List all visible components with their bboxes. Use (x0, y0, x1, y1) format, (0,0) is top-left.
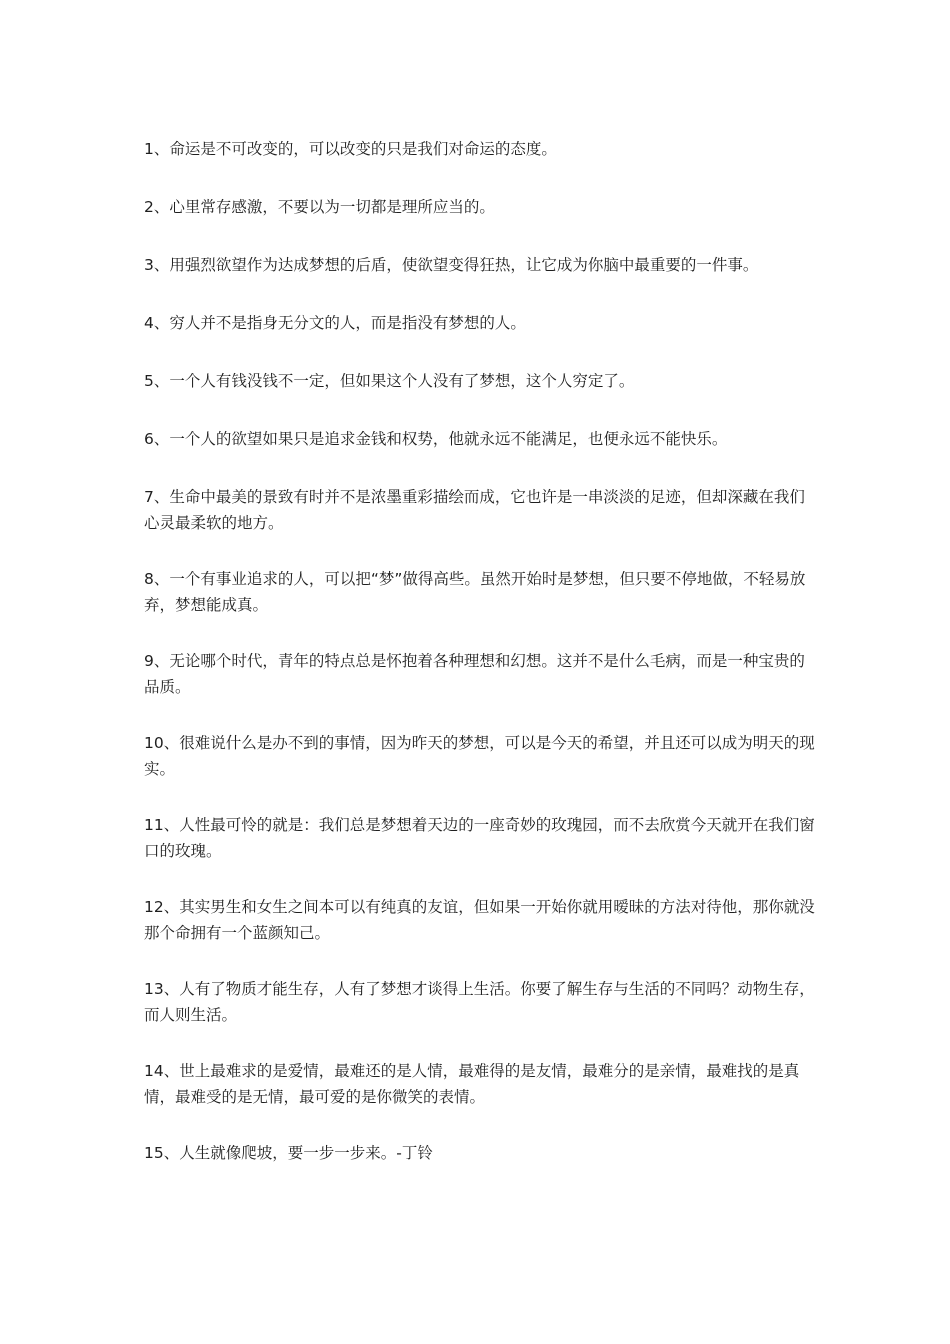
quote-item: 13、人有了物质才能生存，人有了梦想才谈得上生活。你要了解生存与生活的不同吗？动物生存，而人则生活。 (144, 980, 815, 1024)
quote-item: 9、无论哪个时代，青年的特点总是怀抱着各种理想和幻想。这并不是什么毛病，而是一种宝贵的品质。 (144, 652, 805, 696)
quote-item: 4、穷人并不是指身无分文的人，而是指没有梦想的人。 (144, 314, 526, 332)
quote-item: 15、人生就像爬坡，要一步一步来。-丁铃 (144, 1144, 433, 1162)
quote-item: 10、很难说什么是办不到的事情，因为昨天的梦想，可以是今天的希望，并且还可以成为明天的现实。 (144, 734, 815, 778)
quote-item: 11、人性最可怜的就是：我们总是梦想着天边的一座奇妙的玫瑰园，而不去欣赏今天就开在我们窗口的玫瑰。 (144, 816, 815, 860)
quote-item: 1、命运是不可改变的，可以改变的只是我们对命运的态度。 (144, 140, 557, 158)
quote-item: 8、一个有事业追求的人，可以把“梦”做得高些。虽然开始时是梦想，但只要不停地做，不轻易放弃，梦想能成真。 (144, 570, 806, 614)
quote-list (144, 136, 820, 1198)
quote-item: 5、一个人有钱没钱不一定，但如果这个人没有了梦想，这个人穷定了。 (144, 372, 635, 390)
quote-item: 7、生命中最美的景致有时并不是浓墨重彩描绘而成，它也许是一串淡淡的足迹，但却深藏在我们心灵最柔软的地方。 (144, 488, 805, 532)
quote-item: 3、用强烈欲望作为达成梦想的后盾，使欲望变得狂热，让它成为你脑中最重要的一件事。 (144, 256, 759, 274)
quote-item: 6、一个人的欲望如果只是追求金钱和权势，他就永远不能满足，也便永远不能快乐。 (144, 430, 728, 448)
quote-item: 12、其实男生和女生之间本可以有纯真的友谊，但如果一开始你就用暧昧的方法对待他，那你就没那个命拥有一个蓝颜知己。 (144, 898, 815, 942)
quote-item: 2、心里常存感激，不要以为一切都是理所应当的。 (144, 198, 495, 216)
quote-item: 14、世上最难求的是爱情，最难还的是人情，最难得的是友情，最难分的是亲情，最难找的是真情，最难受的是无情，最可爱的是你微笑的表情。 (144, 1062, 800, 1106)
